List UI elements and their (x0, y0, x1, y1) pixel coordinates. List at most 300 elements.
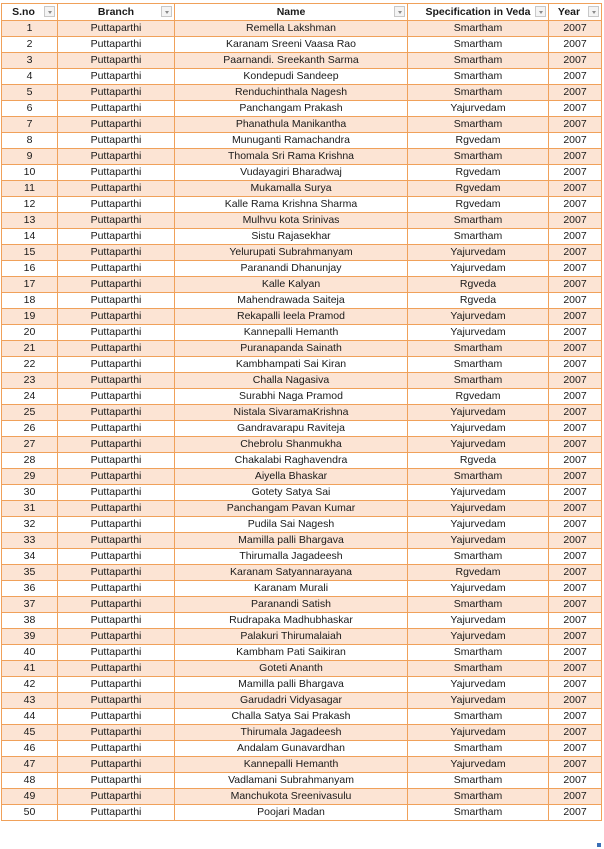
cell-name[interactable]: Mamilla palli Bhargava (175, 677, 408, 693)
cell-branch[interactable]: Puttaparthi (58, 645, 175, 661)
cell-spec[interactable]: Yajurvedam (408, 613, 549, 629)
cell-branch[interactable]: Puttaparthi (58, 101, 175, 117)
table-row[interactable] (2, 677, 602, 693)
cell-year[interactable]: 2007 (549, 677, 602, 693)
table-row[interactable] (2, 517, 602, 533)
cell-branch[interactable]: Puttaparthi (58, 181, 175, 197)
filter-dropdown-icon[interactable] (588, 6, 599, 17)
table-row[interactable] (2, 741, 602, 757)
cell-sno[interactable]: 14 (2, 229, 58, 245)
cell-spec[interactable]: Yajurvedam (408, 757, 549, 773)
cell-branch[interactable]: Puttaparthi (58, 293, 175, 309)
cell-year[interactable]: 2007 (549, 213, 602, 229)
cell-sno[interactable]: 24 (2, 389, 58, 405)
cell-spec[interactable]: Smartham (408, 21, 549, 37)
table-row[interactable] (2, 469, 602, 485)
cell-spec[interactable]: Yajurvedam (408, 581, 549, 597)
cell-sno[interactable]: 32 (2, 517, 58, 533)
cell-spec[interactable]: Smartham (408, 789, 549, 805)
table-row[interactable] (2, 373, 602, 389)
table-row[interactable] (2, 69, 602, 85)
cell-name[interactable]: Palakuri Thirumalaiah (175, 629, 408, 645)
cell-branch[interactable]: Puttaparthi (58, 261, 175, 277)
cell-spec[interactable]: Smartham (408, 149, 549, 165)
cell-sno[interactable]: 43 (2, 693, 58, 709)
cell-year[interactable]: 2007 (549, 261, 602, 277)
cell-year[interactable]: 2007 (549, 613, 602, 629)
cell-name[interactable]: Mukamalla Surya (175, 181, 408, 197)
cell-year[interactable]: 2007 (549, 805, 602, 821)
cell-sno[interactable]: 5 (2, 85, 58, 101)
cell-sno[interactable]: 19 (2, 309, 58, 325)
table-row[interactable] (2, 37, 602, 53)
cell-sno[interactable]: 50 (2, 805, 58, 821)
cell-spec[interactable]: Smartham (408, 469, 549, 485)
cell-sno[interactable]: 2 (2, 37, 58, 53)
cell-spec[interactable]: Smartham (408, 645, 549, 661)
table-row[interactable] (2, 645, 602, 661)
table-row[interactable] (2, 389, 602, 405)
cell-sno[interactable]: 11 (2, 181, 58, 197)
cell-sno[interactable]: 3 (2, 53, 58, 69)
cell-year[interactable]: 2007 (549, 21, 602, 37)
cell-name[interactable]: Nistala SivaramaKrishna (175, 405, 408, 421)
cell-spec[interactable]: Yajurvedam (408, 325, 549, 341)
cell-branch[interactable]: Puttaparthi (58, 613, 175, 629)
cell-sno[interactable]: 46 (2, 741, 58, 757)
cell-branch[interactable]: Puttaparthi (58, 485, 175, 501)
cell-spec[interactable]: Smartham (408, 53, 549, 69)
cell-year[interactable]: 2007 (549, 373, 602, 389)
cell-name[interactable]: Kambham Pati Saikiran (175, 645, 408, 661)
cell-sno[interactable]: 18 (2, 293, 58, 309)
cell-name[interactable]: Kalle Rama Krishna Sharma (175, 197, 408, 213)
cell-branch[interactable]: Puttaparthi (58, 53, 175, 69)
table-row[interactable] (2, 613, 602, 629)
cell-name[interactable]: Kambhampati Sai Kiran (175, 357, 408, 373)
table-row[interactable] (2, 661, 602, 677)
cell-year[interactable]: 2007 (549, 405, 602, 421)
table-row[interactable] (2, 725, 602, 741)
cell-branch[interactable]: Puttaparthi (58, 37, 175, 53)
cell-year[interactable]: 2007 (549, 629, 602, 645)
table-row[interactable] (2, 341, 602, 357)
cell-sno[interactable]: 33 (2, 533, 58, 549)
cell-branch[interactable]: Puttaparthi (58, 229, 175, 245)
cell-branch[interactable]: Puttaparthi (58, 709, 175, 725)
cell-sno[interactable]: 13 (2, 213, 58, 229)
table-row[interactable] (2, 229, 602, 245)
cell-name[interactable]: Kondepudi Sandeep (175, 69, 408, 85)
cell-spec[interactable]: Smartham (408, 661, 549, 677)
cell-year[interactable]: 2007 (549, 37, 602, 53)
table-row[interactable] (2, 293, 602, 309)
cell-year[interactable]: 2007 (549, 165, 602, 181)
cell-spec[interactable]: Yajurvedam (408, 629, 549, 645)
cell-name[interactable]: Sistu Rajasekhar (175, 229, 408, 245)
table-row[interactable] (2, 357, 602, 373)
cell-branch[interactable]: Puttaparthi (58, 805, 175, 821)
table-row[interactable] (2, 181, 602, 197)
cell-year[interactable]: 2007 (549, 277, 602, 293)
cell-name[interactable]: Rudrapaka Madhubhaskar (175, 613, 408, 629)
cell-branch[interactable]: Puttaparthi (58, 133, 175, 149)
cell-year[interactable]: 2007 (549, 789, 602, 805)
cell-sno[interactable]: 42 (2, 677, 58, 693)
filter-dropdown-icon[interactable] (161, 6, 172, 17)
cell-sno[interactable]: 48 (2, 773, 58, 789)
cell-sno[interactable]: 31 (2, 501, 58, 517)
cell-branch[interactable]: Puttaparthi (58, 597, 175, 613)
cell-spec[interactable]: Smartham (408, 373, 549, 389)
cell-sno[interactable]: 6 (2, 101, 58, 117)
cell-spec[interactable]: Smartham (408, 597, 549, 613)
table-row[interactable] (2, 501, 602, 517)
cell-name[interactable]: Andalam Gunavardhan (175, 741, 408, 757)
table-row[interactable] (2, 565, 602, 581)
cell-name[interactable]: Puranapanda Sainath (175, 341, 408, 357)
cell-spec[interactable]: Smartham (408, 549, 549, 565)
cell-name[interactable]: Mamilla palli Bhargava (175, 533, 408, 549)
cell-spec[interactable]: Rgvedam (408, 165, 549, 181)
cell-spec[interactable]: Smartham (408, 341, 549, 357)
table-row[interactable] (2, 101, 602, 117)
cell-year[interactable]: 2007 (549, 53, 602, 69)
cell-year[interactable]: 2007 (549, 101, 602, 117)
cell-branch[interactable]: Puttaparthi (58, 533, 175, 549)
cell-sno[interactable]: 28 (2, 453, 58, 469)
cell-spec[interactable]: Yajurvedam (408, 245, 549, 261)
cell-sno[interactable]: 25 (2, 405, 58, 421)
table-resize-handle[interactable] (597, 843, 601, 847)
table-row[interactable] (2, 581, 602, 597)
table-row[interactable] (2, 325, 602, 341)
cell-branch[interactable]: Puttaparthi (58, 197, 175, 213)
cell-spec[interactable]: Yajurvedam (408, 517, 549, 533)
cell-spec[interactable]: Rgveda (408, 277, 549, 293)
cell-name[interactable]: Kannepalli Hemanth (175, 325, 408, 341)
cell-spec[interactable]: Rgvedam (408, 389, 549, 405)
cell-name[interactable]: Vudayagiri Bharadwaj (175, 165, 408, 181)
cell-sno[interactable]: 16 (2, 261, 58, 277)
cell-year[interactable]: 2007 (549, 309, 602, 325)
cell-name[interactable]: Vadlamani Subrahmanyam (175, 773, 408, 789)
cell-year[interactable]: 2007 (549, 229, 602, 245)
cell-branch[interactable]: Puttaparthi (58, 85, 175, 101)
cell-name[interactable]: Aiyella Bhaskar (175, 469, 408, 485)
table-row[interactable] (2, 85, 602, 101)
cell-spec[interactable]: Yajurvedam (408, 693, 549, 709)
cell-name[interactable]: Remella Lakshman (175, 21, 408, 37)
table-row[interactable] (2, 165, 602, 181)
cell-year[interactable]: 2007 (549, 533, 602, 549)
cell-year[interactable]: 2007 (549, 725, 602, 741)
cell-name[interactable]: Karanam Satyannarayana (175, 565, 408, 581)
cell-year[interactable]: 2007 (549, 69, 602, 85)
cell-spec[interactable]: Smartham (408, 69, 549, 85)
cell-branch[interactable]: Puttaparthi (58, 149, 175, 165)
cell-sno[interactable]: 45 (2, 725, 58, 741)
table-row[interactable] (2, 805, 602, 821)
cell-spec[interactable]: Yajurvedam (408, 677, 549, 693)
cell-year[interactable]: 2007 (549, 693, 602, 709)
cell-name[interactable]: Mulhvu kota Srinivas (175, 213, 408, 229)
cell-name[interactable]: Munuganti Ramachandra (175, 133, 408, 149)
cell-spec[interactable]: Yajurvedam (408, 485, 549, 501)
cell-spec[interactable]: Yajurvedam (408, 533, 549, 549)
cell-name[interactable]: Yelurupati Subrahmanyam (175, 245, 408, 261)
cell-sno[interactable]: 39 (2, 629, 58, 645)
cell-branch[interactable]: Puttaparthi (58, 21, 175, 37)
cell-branch[interactable]: Puttaparthi (58, 341, 175, 357)
cell-sno[interactable]: 34 (2, 549, 58, 565)
cell-year[interactable]: 2007 (549, 597, 602, 613)
cell-year[interactable]: 2007 (549, 453, 602, 469)
cell-year[interactable]: 2007 (549, 325, 602, 341)
cell-sno[interactable]: 4 (2, 69, 58, 85)
cell-year[interactable]: 2007 (549, 645, 602, 661)
cell-sno[interactable]: 20 (2, 325, 58, 341)
cell-spec[interactable]: Smartham (408, 229, 549, 245)
cell-name[interactable]: Pudila Sai Nagesh (175, 517, 408, 533)
cell-spec[interactable]: Yajurvedam (408, 437, 549, 453)
cell-year[interactable]: 2007 (549, 149, 602, 165)
cell-spec[interactable]: Smartham (408, 357, 549, 373)
cell-name[interactable]: Poojari Madan (175, 805, 408, 821)
cell-branch[interactable]: Puttaparthi (58, 789, 175, 805)
cell-spec[interactable]: Yajurvedam (408, 309, 549, 325)
table-row[interactable] (2, 693, 602, 709)
cell-year[interactable]: 2007 (549, 709, 602, 725)
table-row[interactable] (2, 117, 602, 133)
cell-name[interactable]: Karanam Sreeni Vaasa Rao (175, 37, 408, 53)
cell-name[interactable]: Paranandi Satish (175, 597, 408, 613)
cell-sno[interactable]: 7 (2, 117, 58, 133)
cell-name[interactable]: Paranandi Dhanunjay (175, 261, 408, 277)
cell-branch[interactable]: Puttaparthi (58, 661, 175, 677)
cell-sno[interactable]: 44 (2, 709, 58, 725)
cell-spec[interactable]: Yajurvedam (408, 405, 549, 421)
cell-year[interactable]: 2007 (549, 421, 602, 437)
table-row[interactable] (2, 597, 602, 613)
table-row[interactable] (2, 53, 602, 69)
filter-dropdown-icon[interactable] (394, 6, 405, 17)
cell-year[interactable]: 2007 (549, 485, 602, 501)
cell-spec[interactable]: Yajurvedam (408, 501, 549, 517)
cell-year[interactable]: 2007 (549, 661, 602, 677)
cell-year[interactable]: 2007 (549, 501, 602, 517)
cell-year[interactable]: 2007 (549, 469, 602, 485)
cell-sno[interactable]: 9 (2, 149, 58, 165)
cell-sno[interactable]: 12 (2, 197, 58, 213)
table-row[interactable] (2, 773, 602, 789)
cell-spec[interactable]: Rgvedam (408, 133, 549, 149)
cell-spec[interactable]: Rgveda (408, 293, 549, 309)
cell-branch[interactable]: Puttaparthi (58, 373, 175, 389)
cell-name[interactable]: Paarnandi. Sreekanth Sarma (175, 53, 408, 69)
cell-name[interactable]: Kannepalli Hemanth (175, 757, 408, 773)
cell-year[interactable]: 2007 (549, 773, 602, 789)
cell-sno[interactable]: 38 (2, 613, 58, 629)
cell-name[interactable]: Chakalabi Raghavendra (175, 453, 408, 469)
cell-spec[interactable]: Yajurvedam (408, 725, 549, 741)
table-row[interactable] (2, 533, 602, 549)
table-row[interactable] (2, 437, 602, 453)
cell-name[interactable]: Surabhi Naga Pramod (175, 389, 408, 405)
cell-branch[interactable]: Puttaparthi (58, 501, 175, 517)
filter-dropdown-icon[interactable] (535, 6, 546, 17)
table-row[interactable] (2, 453, 602, 469)
cell-branch[interactable]: Puttaparthi (58, 325, 175, 341)
cell-branch[interactable]: Puttaparthi (58, 245, 175, 261)
cell-sno[interactable]: 15 (2, 245, 58, 261)
cell-spec[interactable]: Rgveda (408, 453, 549, 469)
cell-branch[interactable]: Puttaparthi (58, 117, 175, 133)
cell-branch[interactable]: Puttaparthi (58, 389, 175, 405)
cell-year[interactable]: 2007 (549, 741, 602, 757)
cell-sno[interactable]: 41 (2, 661, 58, 677)
cell-branch[interactable]: Puttaparthi (58, 437, 175, 453)
cell-branch[interactable]: Puttaparthi (58, 693, 175, 709)
cell-name[interactable]: Kalle Kalyan (175, 277, 408, 293)
cell-branch[interactable]: Puttaparthi (58, 277, 175, 293)
cell-year[interactable]: 2007 (549, 341, 602, 357)
cell-sno[interactable]: 36 (2, 581, 58, 597)
cell-name[interactable]: Thomala Sri Rama Krishna (175, 149, 408, 165)
cell-year[interactable]: 2007 (549, 133, 602, 149)
cell-name[interactable]: Phanathula Manikantha (175, 117, 408, 133)
cell-branch[interactable]: Puttaparthi (58, 725, 175, 741)
cell-branch[interactable]: Puttaparthi (58, 421, 175, 437)
table-row[interactable] (2, 549, 602, 565)
cell-year[interactable]: 2007 (549, 757, 602, 773)
cell-year[interactable]: 2007 (549, 197, 602, 213)
cell-spec[interactable]: Yajurvedam (408, 421, 549, 437)
cell-branch[interactable]: Puttaparthi (58, 309, 175, 325)
cell-year[interactable]: 2007 (549, 581, 602, 597)
cell-sno[interactable]: 35 (2, 565, 58, 581)
cell-year[interactable]: 2007 (549, 245, 602, 261)
cell-spec[interactable]: Rgvedam (408, 181, 549, 197)
cell-spec[interactable]: Smartham (408, 773, 549, 789)
table-row[interactable] (2, 485, 602, 501)
cell-name[interactable]: Goteti Ananth (175, 661, 408, 677)
cell-branch[interactable]: Puttaparthi (58, 165, 175, 181)
cell-year[interactable]: 2007 (549, 565, 602, 581)
cell-sno[interactable]: 30 (2, 485, 58, 501)
cell-name[interactable]: Mahendrawada Saiteja (175, 293, 408, 309)
cell-sno[interactable]: 1 (2, 21, 58, 37)
cell-branch[interactable]: Puttaparthi (58, 357, 175, 373)
cell-name[interactable]: Gandravarapu Raviteja (175, 421, 408, 437)
cell-year[interactable]: 2007 (549, 389, 602, 405)
cell-spec[interactable]: Yajurvedam (408, 101, 549, 117)
cell-name[interactable]: Challa Satya Sai Prakash (175, 709, 408, 725)
cell-spec[interactable]: Smartham (408, 85, 549, 101)
cell-sno[interactable]: 47 (2, 757, 58, 773)
table-row[interactable] (2, 277, 602, 293)
cell-name[interactable]: Manchukota Sreenivasulu (175, 789, 408, 805)
cell-branch[interactable]: Puttaparthi (58, 405, 175, 421)
cell-sno[interactable]: 23 (2, 373, 58, 389)
cell-branch[interactable]: Puttaparthi (58, 581, 175, 597)
table-row[interactable] (2, 133, 602, 149)
cell-branch[interactable]: Puttaparthi (58, 69, 175, 85)
cell-sno[interactable]: 22 (2, 357, 58, 373)
cell-year[interactable]: 2007 (549, 437, 602, 453)
cell-branch[interactable]: Puttaparthi (58, 629, 175, 645)
cell-name[interactable]: Rekapalli leela Pramod (175, 309, 408, 325)
table-row[interactable] (2, 757, 602, 773)
cell-name[interactable]: Gotety Satya Sai (175, 485, 408, 501)
cell-name[interactable]: Thirumalla Jagadeesh (175, 549, 408, 565)
cell-name[interactable]: Thirumala Jagadeesh (175, 725, 408, 741)
cell-spec[interactable]: Smartham (408, 213, 549, 229)
filter-dropdown-icon[interactable] (44, 6, 55, 17)
cell-spec[interactable]: Smartham (408, 709, 549, 725)
cell-name[interactable]: Panchangam Prakash (175, 101, 408, 117)
cell-year[interactable]: 2007 (549, 293, 602, 309)
cell-spec[interactable]: Rgvedam (408, 565, 549, 581)
cell-name[interactable]: Panchangam Pavan Kumar (175, 501, 408, 517)
cell-branch[interactable]: Puttaparthi (58, 677, 175, 693)
cell-year[interactable]: 2007 (549, 357, 602, 373)
cell-year[interactable]: 2007 (549, 181, 602, 197)
cell-sno[interactable]: 21 (2, 341, 58, 357)
table-row[interactable] (2, 709, 602, 725)
cell-name[interactable]: Chebrolu Shanmukha (175, 437, 408, 453)
cell-sno[interactable]: 17 (2, 277, 58, 293)
table-row[interactable] (2, 405, 602, 421)
cell-year[interactable]: 2007 (549, 549, 602, 565)
cell-branch[interactable]: Puttaparthi (58, 565, 175, 581)
cell-sno[interactable]: 49 (2, 789, 58, 805)
table-row[interactable] (2, 21, 602, 37)
table-row[interactable] (2, 789, 602, 805)
table-row[interactable] (2, 421, 602, 437)
cell-year[interactable]: 2007 (549, 85, 602, 101)
cell-sno[interactable]: 40 (2, 645, 58, 661)
cell-name[interactable]: Renduchinthala Nagesh (175, 85, 408, 101)
cell-name[interactable]: Karanam Murali (175, 581, 408, 597)
cell-branch[interactable]: Puttaparthi (58, 741, 175, 757)
table-row[interactable] (2, 309, 602, 325)
cell-branch[interactable]: Puttaparthi (58, 469, 175, 485)
cell-year[interactable]: 2007 (549, 517, 602, 533)
table-row[interactable] (2, 197, 602, 213)
table-row[interactable] (2, 261, 602, 277)
cell-branch[interactable]: Puttaparthi (58, 549, 175, 565)
cell-spec[interactable]: Smartham (408, 117, 549, 133)
table-row[interactable] (2, 213, 602, 229)
cell-spec[interactable]: Smartham (408, 805, 549, 821)
table-row[interactable] (2, 245, 602, 261)
cell-sno[interactable]: 10 (2, 165, 58, 181)
cell-sno[interactable]: 8 (2, 133, 58, 149)
cell-spec[interactable]: Yajurvedam (408, 261, 549, 277)
cell-branch[interactable]: Puttaparthi (58, 773, 175, 789)
cell-spec[interactable]: Smartham (408, 37, 549, 53)
cell-branch[interactable]: Puttaparthi (58, 213, 175, 229)
cell-spec[interactable]: Rgvedam (408, 197, 549, 213)
cell-branch[interactable]: Puttaparthi (58, 757, 175, 773)
cell-sno[interactable]: 26 (2, 421, 58, 437)
cell-name[interactable]: Garudadri Vidyasagar (175, 693, 408, 709)
table-row[interactable] (2, 629, 602, 645)
cell-year[interactable]: 2007 (549, 117, 602, 133)
cell-sno[interactable]: 29 (2, 469, 58, 485)
cell-branch[interactable]: Puttaparthi (58, 517, 175, 533)
